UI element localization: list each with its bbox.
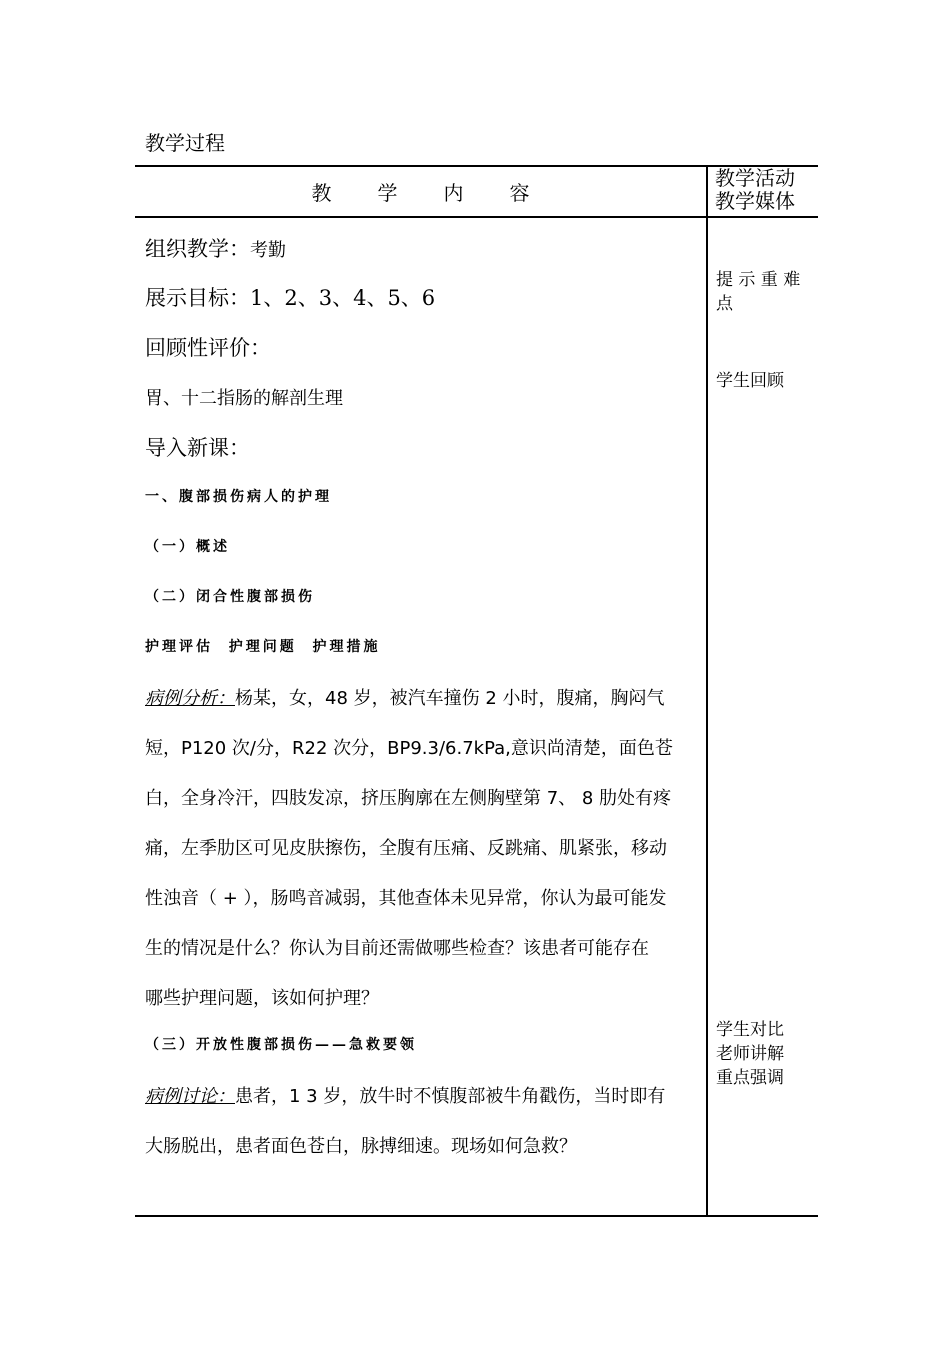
heading-open-injury: （三）开放性腹部损伤——急救要领	[145, 1037, 417, 1053]
case1-line-4: 痛，左季肋区可见皮肤擦伤，全腹有压痛、反跳痛、肌紧张，移动	[145, 838, 667, 859]
case1-line-7: 哪些护理问题，该如何护理？	[145, 988, 379, 1009]
goals-line: 展示目标：1、2、3、4、5、6	[145, 286, 436, 310]
case1-line-6: 生的情况是什么？你认为目前还需做哪些检查？该患者可能存在	[145, 938, 649, 959]
organize-value: 考勤	[250, 240, 286, 261]
case1-line-5: 性浊音（ + ），肠鸣音减弱，其他查体未见异常，你认为最可能发	[145, 888, 667, 909]
organize-line: 组织教学：考勤	[145, 237, 286, 261]
case2-label: 病例讨论：	[145, 1086, 235, 1107]
case1-line-3: 白，全身冷汗，四肢发凉，挤压胸廓在左侧胸壁第 7、 8 肋处有疼	[145, 788, 672, 809]
header-teaching-content: 教学内容	[311, 180, 576, 205]
case1-line-2: 短，P120 次/分，R22 次分，BP9.3/6.7kPa,意识尚清楚，面色苍	[145, 738, 673, 759]
table-bottom-border	[135, 1215, 818, 1217]
heading-overview: （一）概述	[145, 539, 230, 555]
case1-line-1: 病例分析：杨某，女，48 岁，被汽车撞伤 2 小时，腹痛，胸闷气	[145, 688, 665, 709]
side-note-activities: 学生对比 老师讲解 重点强调	[716, 1020, 784, 1088]
nursing-items: 护理评估 护理问题 护理措施	[145, 639, 381, 655]
heading-abdominal-injury: 一、腹部损伤病人的护理	[145, 489, 332, 505]
intro-line: 导入新课：	[145, 436, 250, 460]
header-activity: 教学活动	[715, 166, 795, 190]
case2-line-2: 大肠脱出，患者面色苍白，脉搏细速。现场如何急救？	[145, 1136, 577, 1157]
header-media: 教学媒体	[715, 189, 795, 213]
case2-line-1: 病例讨论：患者，1 3 岁，放牛时不慎腹部被牛角戳伤，当时即有	[145, 1086, 666, 1107]
review-topic: 胃、十二指肠的解剖生理	[145, 388, 343, 409]
side-note-student-review: 学生回顾	[716, 371, 784, 391]
case1-label: 病例分析：	[145, 688, 235, 709]
side-note-key-points: 提 示 重 难 点	[716, 270, 801, 314]
review-line: 回顾性评价：	[145, 336, 271, 360]
section-title: 教学过程	[145, 131, 225, 155]
heading-closed-injury: （二）闭合性腹部损伤	[145, 589, 315, 605]
column-divider	[706, 165, 708, 1217]
header-activity-media	[715, 167, 795, 213]
